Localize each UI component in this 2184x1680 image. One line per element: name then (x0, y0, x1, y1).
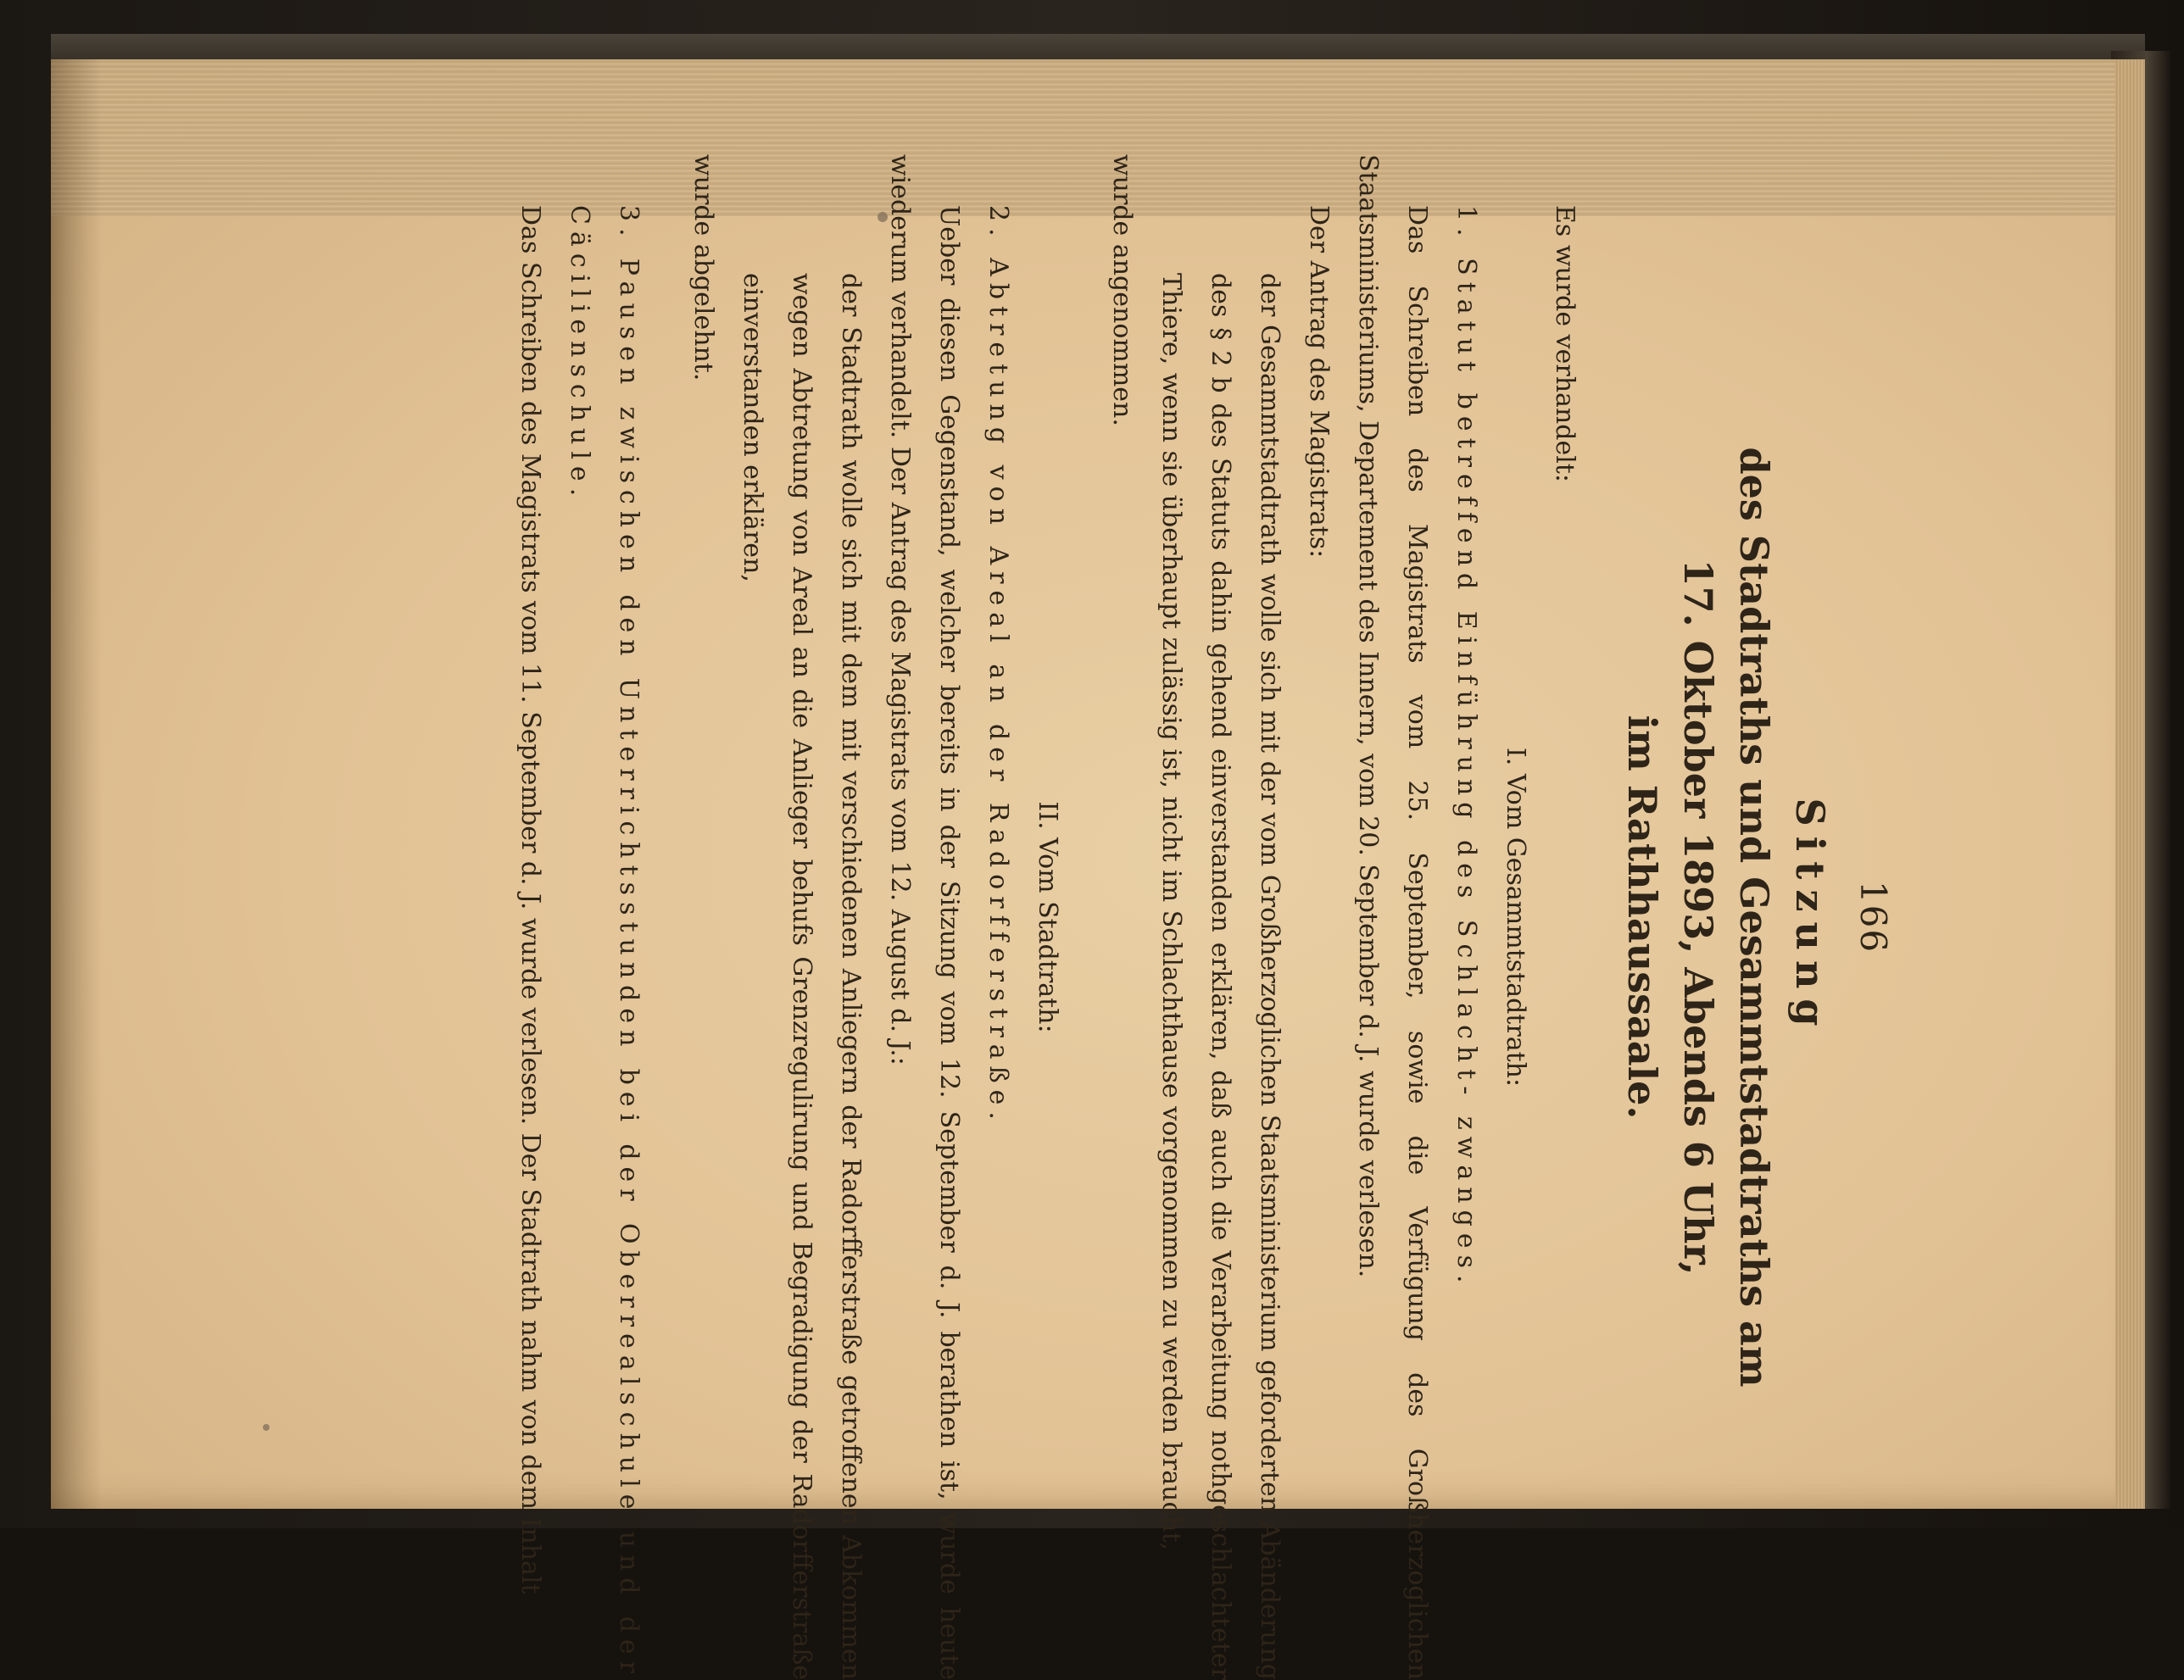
page-edges-side (2115, 59, 2145, 1509)
motion-intro: Der Antrag des Magistrats: (1304, 205, 1334, 559)
page-gutter (51, 59, 102, 1509)
heading-line: Sitzung (1787, 798, 1833, 1037)
section-heading: II. Vom Stadtrath: (1033, 801, 1062, 1033)
heading-line: 17. Oktober 1893, Abends 6 Uhr, (1675, 559, 1721, 1276)
agenda-item-title: 3. Pausen zwischen den Unterrichtsstunden bei der Oberrealschule und der Cäcilienschule. (565, 205, 644, 1680)
agenda-item-text: Ueber diesen Gegenstand, welcher bereits in der Sitzung vom 12. September d. J. berathen ist, wurde heute wiederum verhandelt. Der Antrag des Magistrats vom 12. August d. J.: (885, 154, 964, 1680)
agenda-item-title: 1. Statut betreffend Einführung des Schlacht- zwanges. (1451, 205, 1481, 1290)
heading-line: im Rathhaussaale. (1619, 715, 1665, 1120)
intro-text: Es wurde verhandelt: (1550, 205, 1580, 482)
motion-result: wurde angenommen. (1107, 154, 1137, 426)
agenda-item-title: 2. Abtretung von Areal an der Radorfferstraße. (983, 205, 1013, 1126)
motion-result: wurde abgelehnt. (688, 154, 718, 381)
section-heading: I. Vom Gesammtstadtrath: (1501, 747, 1530, 1088)
book-page (51, 59, 2145, 1680)
heading-line: des Stadtraths und Gesammtstadtraths am (1731, 447, 1777, 1388)
session-heading (1614, 154, 1838, 1680)
motion-text: der Stadtrath wolle sich mit dem mit verschiedenen Anliegern der Radorfferstraße getroffenen Abkommen wegen Abtretung von Areal an die Anlieger behufs Grenzregulirung und Begradigung der Radorfferstraße einverstanden erklären, (738, 273, 866, 1680)
motion-text: der Gesammtstadtrath wolle sich mit der vom Großherzoglichen Staatsministerium geforderten Abänderung des § 2 b des Statuts dahin gehend einverstanden erklären, daß auch die Verarbeitung nothgeschlachteter Thiere, wenn sie überhaupt zulässig ist, nicht im Schlachthause vorgenommen zu werden braucht, (1156, 273, 1284, 1680)
agenda-item-text: Das Schreiben des Magistrats vom 25. September, sowie die Verfügung des Großherzoglichen Staatsministeriums, Departement des Innern, vom 20. September d. J. wurde verlesen. (1353, 154, 1432, 1680)
agenda-item-text: Das Schreiben des Magistrats vom 11. September d. J. wurde verlesen. Der Stadtrath nahm von dem Inhalt (515, 205, 545, 1594)
rotated-text-block (244, 154, 1897, 1680)
page-number: 166 (1852, 880, 1894, 954)
